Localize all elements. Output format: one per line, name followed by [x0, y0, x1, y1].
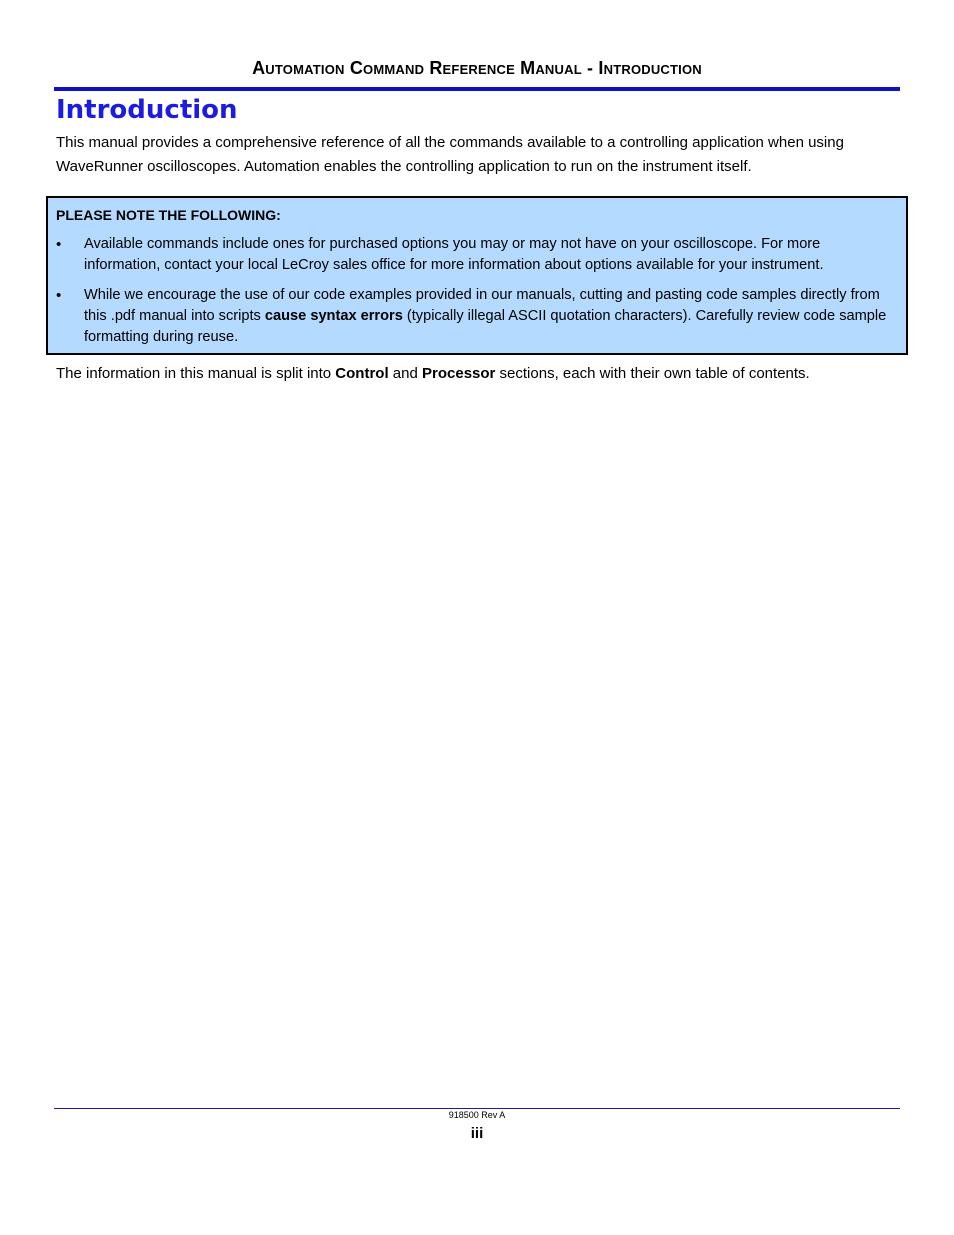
control-emphasis: Control [335, 365, 389, 382]
note-heading: PLEASE NOTE THE FOLLOWING: [56, 207, 281, 223]
footer-rule [54, 1108, 900, 1109]
intro-paragraph: This manual provides a comprehensive reference of all the commands available to a controlling application when using WaveRunner oscilloscopes. Automation enables the controlling application to run on the instrument itself. [56, 134, 844, 175]
page-number: iii [470, 1125, 484, 1142]
note-emphasis: cause syntax errors [264, 308, 403, 324]
processor-emphasis: Processor [422, 365, 496, 382]
closing-text-segment: sections, each with their own table of contents. [495, 365, 810, 382]
footer-revision: 918500 Rev A [448, 1110, 506, 1120]
note-item-text: Available commands include ones for purchased options you may or may not have on your oscilloscope. For more information, contact your local LeCroy sales office for more information about options available for your instrument. [84, 236, 824, 273]
closing-paragraph [56, 364, 896, 384]
section-title: Introduction [56, 95, 238, 125]
closing-text-segment: and [388, 365, 422, 382]
closing-text-segment: The information in this manual is split into [56, 365, 336, 382]
running-header: Automation Command Reference Manual - Introduction [252, 58, 702, 78]
note-box [46, 196, 908, 355]
bullet-icon: • [56, 287, 62, 304]
note-text-segment: While we encourage the use of our code examples provided in our manuals, cutting and pasting code samples directly from this .pdf manual into scripts [84, 287, 880, 324]
header-rule [54, 87, 900, 91]
bullet-icon: • [56, 236, 62, 253]
note-text-segment: (typically illegal ASCII quotation characters). Carefully review code sample formatting during reuse. [84, 308, 887, 345]
note-item-text [84, 285, 900, 348]
